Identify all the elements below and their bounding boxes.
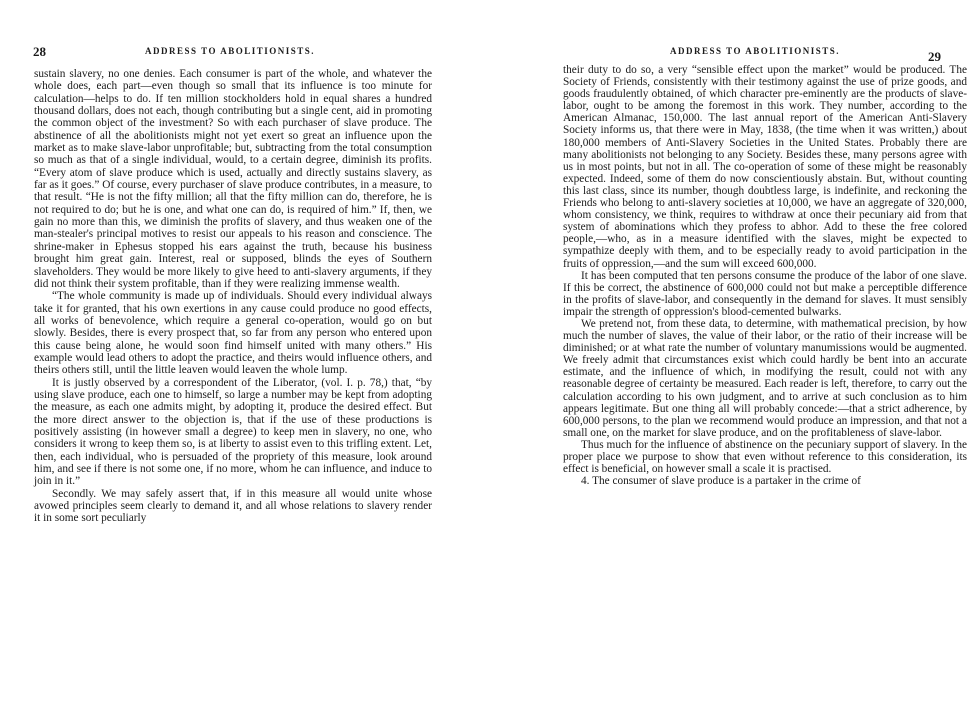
paragraph: 4. The consumer of slave produce is a partaker in the crime of bbox=[581, 475, 861, 488]
paragraph: their duty to do so, a very “sensible effect upon the market” would be produced. The Society of Friends, consistently with their testimony against the use of prize goods, and goods fraudulently obtained, of which character pre-eminently are the products of slave-labor, ought to be among the foremost in this work. They number, according to the American Almanac, 150,000. The last annual report of the American Anti-Slavery Society informs us, that there were in May, 1838, (the time when it was written,) about 180,000 members of Anti-Slavery Societies in the United States. Probably there are many abolitionists not belonging to any Society. Besides these, many persons agree with us in most points, but not in all. The co-operation of some of these might be reasonably expected. Indeed, some of them do now conscientiously abstain. But, without counting this last class, since its number, though doubtless large, is indefinite, and reckoning the Friends who belong to anti-slavery societies at 10,000, we have an aggregate of 320,000, whom consistency, we think, requires to withdraw at once their pecuniary aid from that system of abominations which they profess to abhor. Add to these the free colored people,—who, as in a measure identified with the slaves, might be expected to sympathize deeply with them, and to be especially ready to avoid participation in the fruits of oppression,—and the sum will exceed 600,000. bbox=[563, 64, 967, 270]
body-text bbox=[34, 68, 432, 525]
paragraph: sustain slavery, no one denies. Each consumer is part of the whole, and whatever the whole does, each part—even though so small that its influence is too minute for calculation—helps to do. If ten million stockholders hold in equal shares a hundred thousand dollars, does not each, though contributing but a single cent, aid in promoting the common object of the investment? So with each purchaser of slave produce. The abstinence of all the abolitionists might not yet exert so great an influence upon the market as to make slave-labor unprofitable; but, subtracting from the total consumption so much as that of a single individual, would, to a certain degree, diminish its profits. “Every atom of slave produce which is used, actually and directly sustains slavery, as far as it goes.” Of course, every purchaser of slave produce contributes, in a measure, to that result. “He is not the fifty million; all that the fifty million can do, therefore, he is not required to do; but he is one, and what one can do, is required of him.” If, then, we gain no more than this, we diminish the profits of slavery, and thus weaken one of the man-stealer's principal motives to resist our appeals to his reason and conscience. The shrine-maker in Ephesus stopped his ears against the truth, because his business brought him great gain. Interest, real or supposed, blinds the eyes of Southern slaveholders. They would be more likely to give heed to anti-slavery arguments, if they did not think their system profitable, than if they were realizing immense wealth. bbox=[34, 68, 432, 290]
paragraph: Secondly. We may safely assert that, if in this measure all would unite whose avowed principles seem clearly to demand it, and all whose relations to slavery render it in some sort peculiarly bbox=[34, 487, 432, 525]
left-page bbox=[0, 0, 470, 701]
running-head: ADDRESS TO ABOLITIONISTS. bbox=[670, 46, 840, 56]
paragraph: It has been computed that ten persons consume the produce of the labor of one slave. If this be correct, the abstinence of 600,000 could not but make a perceptible difference in the profits of slave-labor, and consequently in the demand for slaves. It must sensibly impair the strength of oppression's blood-cemented bulwarks. bbox=[563, 269, 967, 318]
right-page bbox=[470, 0, 980, 701]
running-head: ADDRESS TO ABOLITIONISTS. bbox=[145, 46, 315, 56]
paragraph: Thus much for the influence of abstinence on the pecuniary support of slavery. In the proper place we purpose to show that even without reference to this consideration, its effect is beneficial, on however small a scale it is practised. bbox=[563, 438, 967, 476]
paragraph: We pretend not, from these data, to determine, with mathematical precision, by how much the number of slaves, the value of their labor, or the ratio of their increase will be diminished; or at what rate the number of voluntary manumissions would be augmented. We freely admit that circumstances exist which could hardly be bent into an accurate estimate, and the influence of which, in modifying the result, could not with any reasonable degree of certainty be measured. Each reader is left, therefore, to carry out the calculation according to his own judgment, and to arrive at such conclusion as to him appears legitimate. But one thing all will probably concede:—that a strict adherence, by 600,000 persons, to the plan we recommend would produce an impression, and that not a small one, on the market for slave produce, and on the profitableness of slave-labor. bbox=[563, 317, 967, 439]
paragraph: “The whole community is made up of individuals. Should every individual always take it for granted, that his own exertions in any cause could produce no good effects, all works of benevolence, which require a general co-operation, would go on but slowly. Besides, there is every prospect that, so far from any person who entered upon this cause being alone, he would soon find himself united with many others.” His example would lead others to adopt the practice, and theirs would influence others, and theirs others still, until the little leaven would leaven the whole lump. bbox=[34, 290, 432, 377]
body-text bbox=[563, 64, 967, 487]
paragraph: It is justly observed by a correspondent of the Liberator, (vol. I. p. 78,) that, “by using slave produce, each one to himself, so large a number may be kept from adopting the measure, as each one admits might, by adopting it, produce the desired effect. But the more direct answer to the objection is, that if the use of these productions is positively assisting (in however small a degree) to keep men in slavery, no one, who considers it wrong to keep them so, is at liberty to assist even to this trifling extent. Let, then, each individual, who is persuaded of the propriety of this measure, look around him, and see if there is not some one, if no more, whom he can influence, and induce to join in it.” bbox=[34, 376, 432, 488]
page-number: 28 bbox=[33, 44, 46, 59]
page-number: 29 bbox=[928, 49, 941, 64]
